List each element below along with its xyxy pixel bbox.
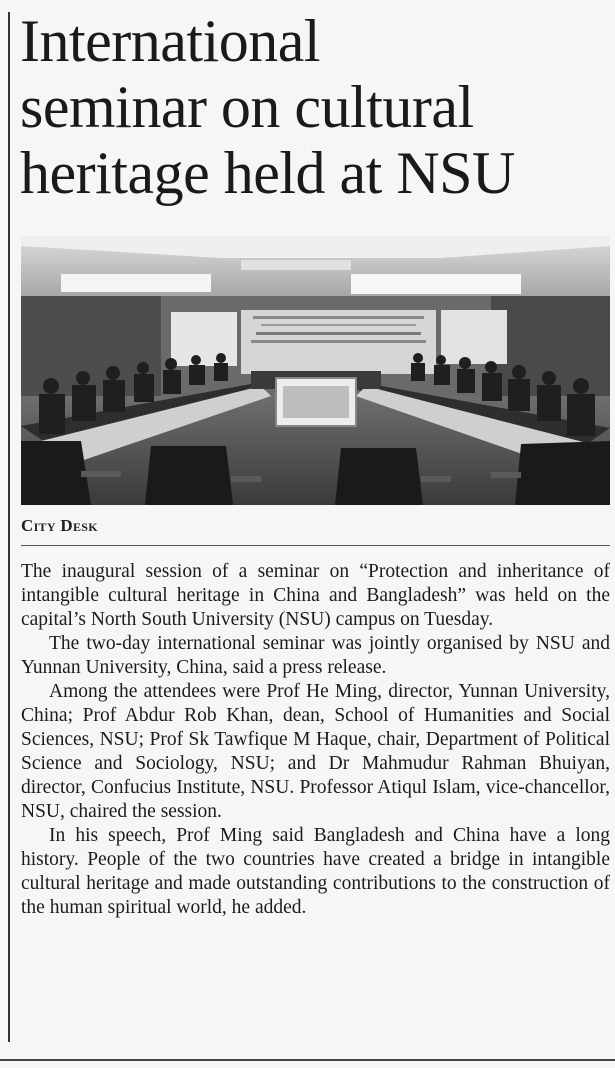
article-paragraph-4: In his speech, Prof Ming said Bangladesh and China have a long history. People of the two countries have created a bridge in intangible cultural heritage and made outstanding contributions to the construction of the human spiritual world, he added. xyxy=(21,825,610,918)
headline xyxy=(20,8,610,206)
page-rule-bottom xyxy=(0,1059,615,1061)
headline-line-3: heritage held at NSU xyxy=(20,140,515,206)
headline-line-1: International xyxy=(20,8,321,74)
article-paragraph-3: Among the attendees were Prof He Ming, director, Yunnan University, China; Prof Abdur Rob Khan, dean, School of Humanities and Social Sciences, NSU; Prof Sk Tawfique M Haque, chair, Department of Political Science and Sociology, NSU; and Dr Mahmudur Rahman Bhuiyan, director, Confucius Institute, NSU. Professor Atiqul Islam, vice-chancellor, NSU, chaired the session. xyxy=(21,681,610,822)
headline-line-2: seminar on cultural xyxy=(20,74,474,140)
article-body xyxy=(21,560,610,920)
byline: City Desk xyxy=(21,516,98,535)
byline-divider xyxy=(21,545,610,546)
article-paragraph-1: The inaugural session of a seminar on “Protection and inheritance of intangible cultural heritage in China and Bangladesh” was held on the capital’s North South University (NSU) campus on Tuesday. xyxy=(21,561,610,630)
seminar-photo xyxy=(21,236,610,505)
seminar-photo-illustration xyxy=(21,236,610,505)
column-rule-left xyxy=(8,12,10,1042)
article-paragraph-2: The two-day international seminar was jointly organised by NSU and Yunnan University, China, said a press release. xyxy=(21,633,610,678)
